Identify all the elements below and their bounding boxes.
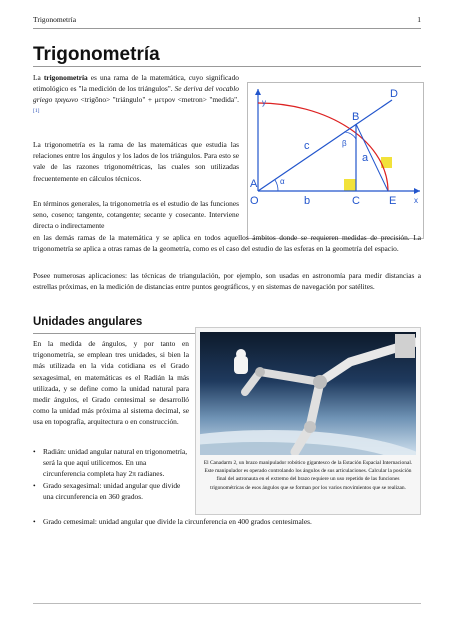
running-header-title: Trigonometría — [33, 15, 77, 24]
intro-paragraph-2: La trigonometría es la rama de las matemáticas que estudia las relaciones entre los ángulos y los lados de los triángulos. Para esto se vale de las razones trigonométricas, las cuales son utilizadas frecuentemente en cálculos técnicos. — [33, 140, 239, 183]
reference-link[interactable]: [1] — [33, 107, 40, 114]
bold-term: trigonometría — [43, 73, 88, 82]
label-side-c: c — [304, 140, 310, 152]
label-O: O — [250, 195, 259, 207]
intro-paragraph-3-end: en las demás ramas de la matemática y se aplica en todos aquellos ámbitos donde se requieren medidas de precisión. La trigonometría se aplica a otras ramas de la geometría, como es el caso del estudio de las esferas en la geometría del espacio. — [33, 233, 421, 254]
canadarm-illustration — [200, 332, 416, 455]
intro-paragraph-1: La trigonometría es una rama de la matemática, cuyo significado etimológico es "la medición de los triángulos". Se deriva del vocablo griego τριγωνο <trigōno> "triángulo" + μετρον <metron> "medida".[1] — [33, 73, 240, 114]
label-beta: β — [342, 139, 347, 148]
unit-list-continued — [33, 516, 421, 527]
footer-rule — [33, 603, 421, 604]
section-paragraph: En la medida de ángulos, y por tanto en trigonometría, se emplean tres unidades, si bien la más utilizada en la vida cotidiana es el Grado sexagesimal, en matemáticas es el Radián la más utilizada, y se define como la unidad natural para medir ángulos, el Grado centesimal se desarrolló como la unidad más próxima al sistema decimal, se usa en topografía, arquitectura o en construcción. — [33, 339, 189, 427]
x-axis-arrow — [414, 188, 420, 194]
list-item: • Grado cemesimal: unidad angular que divide la circunferencia en 400 grados centesimales. — [33, 516, 421, 527]
page-title: Trigonometría — [33, 44, 160, 65]
label-alpha: α — [280, 177, 285, 186]
y-axis-arrow — [255, 89, 261, 95]
figure-caption: El Canadarm 2, un brazo manipulador robótico gigantesco de la Estación Espacial Internacional. Este manipulador es operado controlando los ángulos de sus articulaciones. Calcular la posición final del astronauta en el extremo del brazo requiere un uso repetido de las funciones trigonométricas de esos ángulos que se forman por los varios movimientos que se realizan. — [203, 460, 413, 491]
list-item: • Radián: unidad angular natural en trigonometría, será la que aquí utilicemos. En una circunferencia completa hay 2π radianes. — [33, 446, 189, 480]
label-A: A — [250, 178, 258, 190]
trig-diagram — [248, 83, 423, 238]
canadarm-figure — [195, 327, 421, 515]
label-side-b: b — [304, 195, 311, 207]
label-y: y — [262, 98, 266, 107]
label-x: x — [414, 196, 418, 205]
running-header — [33, 14, 421, 29]
label-C: C — [352, 195, 360, 207]
angle-beta-arc — [344, 132, 356, 139]
canadarm-photo — [200, 332, 416, 455]
trig-diagram-figure — [247, 82, 424, 239]
intro-paragraph-4: Posee numerosas aplicaciones: las técnicas de triangulación, por ejemplo, son usadas en astronomía para medir distancias a estrellas próximas, en la medición de distancias entre puntos geográficos, y en sistemas de navegación por satélites. — [33, 271, 421, 292]
unit-list — [33, 446, 189, 502]
label-D: D — [390, 88, 398, 100]
etymology-italic: Se deriva del vocablo griego τριγωνο — [33, 84, 240, 105]
section-heading: Unidades angulares — [33, 316, 143, 328]
page-number: 1 — [417, 15, 421, 24]
intro-paragraph-3-start: En términos generales, la trigonometría es el estudio de las funciones seno, coseno; tangente, cotangente; secante y cosecante. Interviene directa o indirectamente — [33, 199, 239, 231]
right-angle-marker-c — [344, 179, 356, 191]
label-E: E — [389, 195, 397, 207]
label-B: B — [352, 111, 360, 123]
list-item: • Grado sexagesimal: unidad angular que divide una circunferencia en 360 grados. — [33, 480, 189, 502]
angle-alpha-arc — [275, 180, 278, 191]
title-underline — [33, 66, 421, 67]
hypotenuse-extended — [258, 100, 392, 191]
label-side-a: a — [362, 152, 369, 164]
